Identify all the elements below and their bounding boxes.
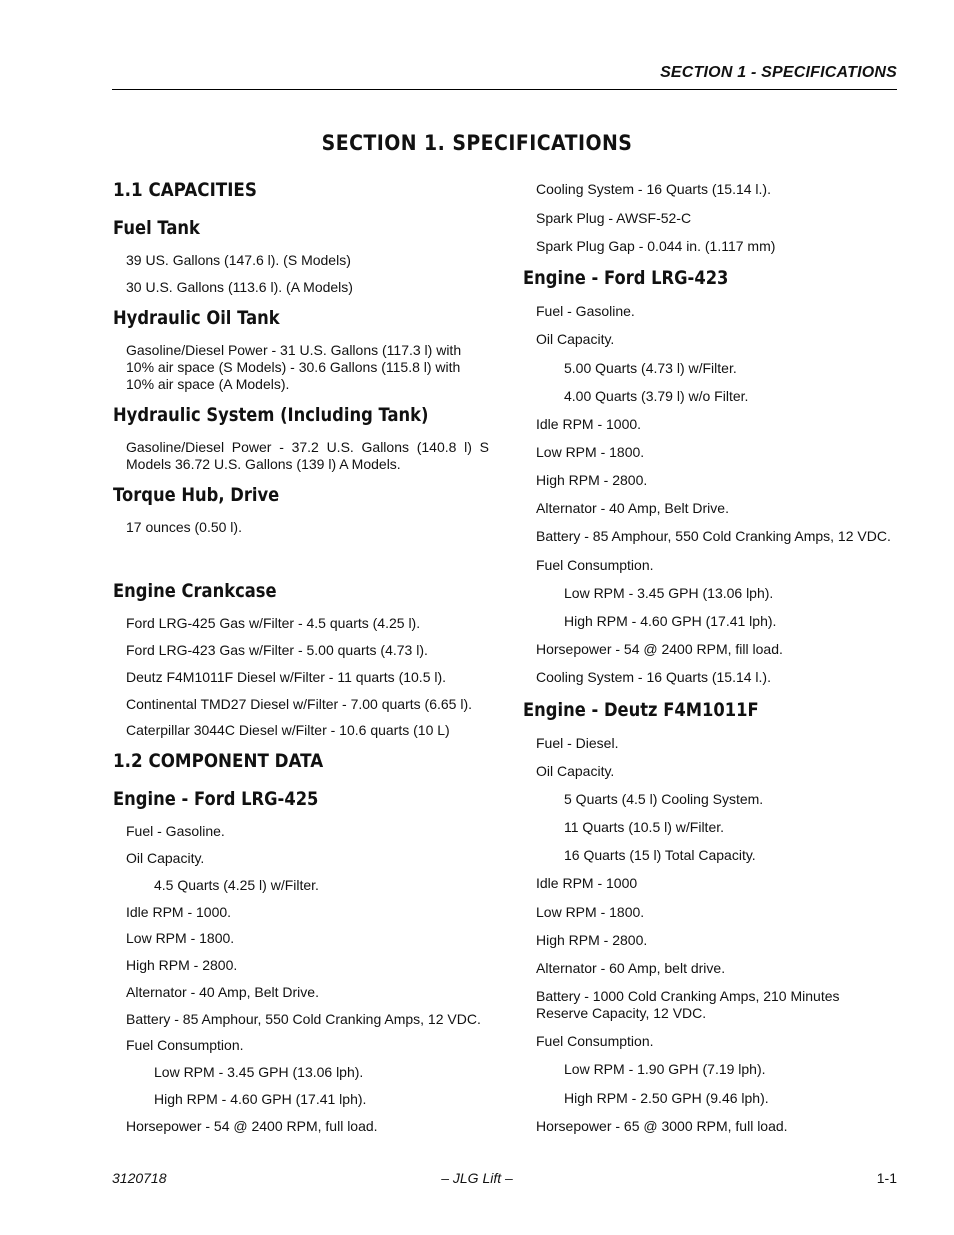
torque-hub-line: 17 ounces (0.50 l).: [126, 519, 242, 535]
hydraulic-system-text: Gasoline/Diesel Power - 37.2 U.S. Gallons (140.8 l) S Models 36.72 U.S. Gallons (139 l) A Models.: [126, 439, 489, 472]
deutz-line: Low RPM - 1.90 GPH (7.19 lph).: [564, 1061, 766, 1077]
footer-publisher: – JLG Lift –: [441, 1170, 513, 1186]
ford-423-line: Low RPM - 3.45 GPH (13.06 lph).: [564, 585, 774, 601]
ford-423-line: 5.00 Quarts (4.73 l) w/Filter.: [564, 360, 737, 376]
crankcase-line: Deutz F4M1011F Diesel w/Filter - 11 quarts (10.5 l).: [126, 669, 447, 685]
ford-423-line: Battery - 85 Amphour, 550 Cold Cranking Amps, 12 VDC.: [536, 528, 891, 544]
ford-423-line: Low RPM - 1800.: [536, 444, 645, 460]
component-data-heading: 1.2 COMPONENT DATA: [113, 750, 324, 772]
continued-line: Spark Plug - AWSF-52-C: [536, 210, 692, 226]
ford-425-line: Oil Capacity.: [126, 850, 205, 866]
ford-423-line: Idle RPM - 1000.: [536, 416, 642, 432]
header-rule: [112, 89, 897, 90]
ford-423-line: High RPM - 2800.: [536, 472, 648, 488]
ford-423-line: 4.00 Quarts (3.79 l) w/o Filter.: [564, 388, 749, 404]
ford-423-line: Oil Capacity.: [536, 331, 615, 347]
ford-425-line: 4.5 Quarts (4.25 l) w/Filter.: [154, 877, 319, 893]
deutz-line: High RPM - 2800.: [536, 932, 648, 948]
ford-423-line: Fuel Consumption.: [536, 557, 654, 573]
ford-425-line: High RPM - 4.60 GPH (17.41 lph).: [154, 1091, 367, 1107]
ford-425-line: Horsepower - 54 @ 2400 RPM, full load.: [126, 1118, 378, 1134]
capacities-heading: 1.1 CAPACITIES: [113, 179, 257, 201]
ford-423-line: Horsepower - 54 @ 2400 RPM, fill load.: [536, 641, 783, 657]
ford-425-line: Battery - 85 Amphour, 550 Cold Cranking Amps, 12 VDC.: [126, 1011, 481, 1027]
deutz-line: 5 Quarts (4.5 l) Cooling System.: [564, 791, 764, 807]
deutz-line: Oil Capacity.: [536, 763, 615, 779]
deutz-line: Fuel - Diesel.: [536, 735, 619, 751]
torque-hub-heading: Torque Hub, Drive: [113, 484, 280, 506]
deutz-line: Battery - 1000 Cold Cranking Amps, 210 Minutes Reserve Capacity, 12 VDC.: [536, 988, 840, 1021]
deutz-line: High RPM - 2.50 GPH (9.46 lph).: [564, 1090, 769, 1106]
ford-425-line: Fuel - Gasoline.: [126, 823, 225, 839]
crankcase-line: Caterpillar 3044C Diesel w/Filter - 10.6 quarts (10 L): [126, 722, 450, 738]
engine-crankcase-heading: Engine Crankcase: [113, 580, 277, 602]
fuel-tank-line: 30 U.S. Gallons (113.6 l). (A Models): [126, 279, 353, 295]
engine-ford-423-heading: Engine - Ford LRG-423: [523, 267, 729, 289]
crankcase-line: Ford LRG-425 Gas w/Filter - 4.5 quarts (4.25 l).: [126, 615, 421, 631]
engine-deutz-heading: Engine - Deutz F4M1011F: [523, 699, 759, 721]
ford-425-line: Low RPM - 1800.: [126, 930, 235, 946]
ford-425-line: Fuel Consumption.: [126, 1037, 244, 1053]
deutz-line: Alternator - 60 Amp, belt drive.: [536, 960, 726, 976]
ford-425-line: Idle RPM - 1000.: [126, 904, 232, 920]
hydraulic-system-heading: Hydraulic System (Including Tank): [113, 404, 429, 426]
hydraulic-oil-tank-text: Gasoline/Diesel Power - 31 U.S. Gallons (117.3 l) with 10% air space (S Models) - 30.6 Gallons (115.8 l) with 10% air space (A Models).: [126, 342, 462, 392]
ford-423-line: Cooling System - 16 Quarts (15.14 l.).: [536, 669, 771, 685]
continued-line: Spark Plug Gap - 0.044 in. (1.117 mm): [536, 238, 776, 254]
footer-doc-number: 3120718: [112, 1170, 167, 1186]
ford-423-line: High RPM - 4.60 GPH (17.41 lph).: [564, 613, 777, 629]
deutz-line: Low RPM - 1800.: [536, 904, 645, 920]
continued-line: Cooling System - 16 Quarts (15.14 l.).: [536, 181, 771, 197]
deutz-line: Idle RPM - 1000: [536, 875, 638, 891]
hydraulic-oil-tank-heading: Hydraulic Oil Tank: [113, 307, 280, 329]
fuel-tank-line: 39 US. Gallons (147.6 l). (S Models): [126, 252, 351, 268]
running-head-title: SECTION 1 - SPECIFICATIONS: [660, 64, 897, 81]
deutz-line: Horsepower - 65 @ 3000 RPM, full load.: [536, 1118, 788, 1134]
ford-425-line: Low RPM - 3.45 GPH (13.06 lph).: [154, 1064, 364, 1080]
deutz-line: 16 Quarts (15 l) Total Capacity.: [564, 847, 756, 863]
crankcase-line: Ford LRG-423 Gas w/Filter - 5.00 quarts (4.73 l).: [126, 642, 428, 658]
deutz-line: 11 Quarts (10.5 l) w/Filter.: [564, 819, 725, 835]
ford-423-line: Fuel - Gasoline.: [536, 303, 635, 319]
fuel-tank-heading: Fuel Tank: [113, 217, 200, 239]
crankcase-line: Continental TMD27 Diesel w/Filter - 7.00 quarts (6.65 l).: [126, 696, 472, 712]
ford-425-line: Alternator - 40 Amp, Belt Drive.: [126, 984, 319, 1000]
deutz-line: Fuel Consumption.: [536, 1033, 654, 1049]
footer-page-number: 1-1: [876, 1170, 897, 1186]
engine-ford-425-heading: Engine - Ford LRG-425: [113, 788, 319, 810]
ford-423-line: Alternator - 40 Amp, Belt Drive.: [536, 500, 729, 516]
page-title: SECTION 1. SPECIFICATIONS: [321, 131, 633, 155]
ford-425-line: High RPM - 2800.: [126, 957, 238, 973]
